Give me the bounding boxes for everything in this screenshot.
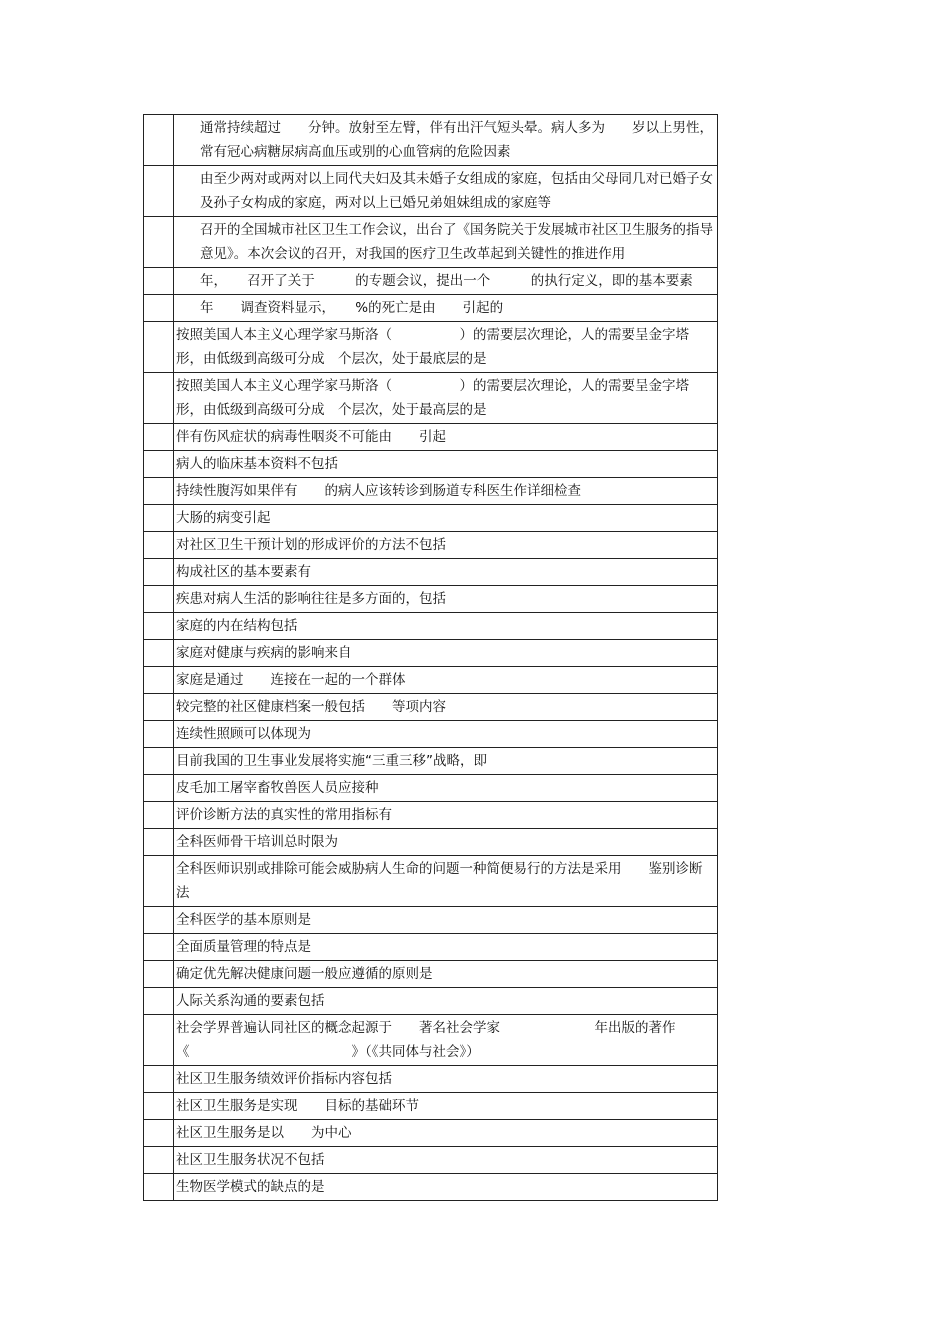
row-number-cell — [144, 1174, 174, 1201]
row-number-cell — [144, 694, 174, 721]
row-number-cell — [144, 322, 174, 373]
question-row — [144, 907, 718, 934]
question-row — [144, 988, 718, 1015]
question-table-body — [144, 115, 718, 1201]
question-text: 年 调查资料显示， %的死亡是由 引起的 — [174, 295, 718, 322]
question-row — [144, 424, 718, 451]
question-row — [144, 1066, 718, 1093]
question-row — [144, 586, 718, 613]
row-number-cell — [144, 934, 174, 961]
row-number-cell — [144, 988, 174, 1015]
question-text: 家庭的内在结构包括 — [174, 613, 718, 640]
row-number-cell — [144, 775, 174, 802]
question-text: 目前我国的卫生事业发展将实施“三重三移”战略，即 — [174, 748, 718, 775]
row-number-cell — [144, 559, 174, 586]
row-number-cell — [144, 115, 174, 166]
question-text: 社区卫生服务是以 为中心 — [174, 1120, 718, 1147]
row-number-cell — [144, 373, 174, 424]
row-number-cell — [144, 1093, 174, 1120]
question-row — [144, 559, 718, 586]
question-text: 全科医师骨干培训总时限为 — [174, 829, 718, 856]
row-number-cell — [144, 505, 174, 532]
row-number-cell — [144, 640, 174, 667]
question-text: 家庭是通过 连接在一起的一个群体 — [174, 667, 718, 694]
question-row — [144, 667, 718, 694]
question-text: 连续性照顾可以体现为 — [174, 721, 718, 748]
row-number-cell — [144, 856, 174, 907]
row-number-cell — [144, 424, 174, 451]
question-text: 社区卫生服务是实现 目标的基础环节 — [174, 1093, 718, 1120]
question-row — [144, 961, 718, 988]
question-text: 构成社区的基本要素有 — [174, 559, 718, 586]
question-row — [144, 829, 718, 856]
row-number-cell — [144, 961, 174, 988]
question-row — [144, 1093, 718, 1120]
question-row — [144, 505, 718, 532]
row-number-cell — [144, 532, 174, 559]
row-number-cell — [144, 907, 174, 934]
question-text: 通常持续超过 分钟。放射至左臂，伴有出汗气短头晕。病人多为 岁以上男性，常有冠心病糖尿病高血压或别的心血管病的危险因素 — [174, 115, 718, 166]
question-row — [144, 613, 718, 640]
question-row — [144, 775, 718, 802]
question-text: 社区卫生服务绩效评价指标内容包括 — [174, 1066, 718, 1093]
question-row — [144, 268, 718, 295]
question-text: 按照美国人本主义心理学家马斯洛（ ）的需要层次理论，人的需要呈金字塔形，由低级到高级可分成 个层次，处于最高层的是 — [174, 373, 718, 424]
question-row — [144, 694, 718, 721]
row-number-cell — [144, 721, 174, 748]
row-number-cell — [144, 1015, 174, 1066]
question-text: 全科医师识别或排除可能会威胁病人生命的问题一种简便易行的方法是采用 鉴别诊断法 — [174, 856, 718, 907]
question-row — [144, 1174, 718, 1201]
question-text: 疾患对病人生活的影响往往是多方面的，包括 — [174, 586, 718, 613]
question-text: 全科医学的基本原则是 — [174, 907, 718, 934]
question-row — [144, 373, 718, 424]
question-text: 家庭对健康与疾病的影响来自 — [174, 640, 718, 667]
row-number-cell — [144, 217, 174, 268]
question-row — [144, 721, 718, 748]
question-text: 全面质量管理的特点是 — [174, 934, 718, 961]
question-text: 大肠的病变引起 — [174, 505, 718, 532]
question-row — [144, 1120, 718, 1147]
question-row — [144, 748, 718, 775]
question-row — [144, 322, 718, 373]
question-row — [144, 217, 718, 268]
question-text: 皮毛加工屠宰畜牧兽医人员应接种 — [174, 775, 718, 802]
row-number-cell — [144, 586, 174, 613]
row-number-cell — [144, 667, 174, 694]
question-row — [144, 451, 718, 478]
row-number-cell — [144, 1120, 174, 1147]
question-text: 按照美国人本主义心理学家马斯洛（ ）的需要层次理论，人的需要呈金字塔形，由低级到高级可分成 个层次，处于最底层的是 — [174, 322, 718, 373]
question-row — [144, 1015, 718, 1066]
row-number-cell — [144, 829, 174, 856]
question-text: 伴有伤风症状的病毒性咽炎不可能由 引起 — [174, 424, 718, 451]
row-number-cell — [144, 748, 174, 775]
question-row — [144, 478, 718, 505]
question-row — [144, 166, 718, 217]
question-table — [143, 114, 718, 1201]
question-row — [144, 295, 718, 322]
question-row — [144, 934, 718, 961]
question-text: 评价诊断方法的真实性的常用指标有 — [174, 802, 718, 829]
question-text: 社区卫生服务状况不包括 — [174, 1147, 718, 1174]
row-number-cell — [144, 1066, 174, 1093]
question-text: 召开的全国城市社区卫生工作会议，出台了《国务院关于发展城市社区卫生服务的指导意见》。本次会议的召开，对我国的医疗卫生改革起到关键性的推进作用 — [174, 217, 718, 268]
row-number-cell — [144, 1147, 174, 1174]
question-text: 社会学界普遍认同社区的概念起源于 著名社会学家 年出版的著作《 》（《共同体与社会》） — [174, 1015, 718, 1066]
question-text: 生物医学模式的缺点的是 — [174, 1174, 718, 1201]
question-row — [144, 532, 718, 559]
row-number-cell — [144, 268, 174, 295]
question-row — [144, 856, 718, 907]
row-number-cell — [144, 613, 174, 640]
row-number-cell — [144, 295, 174, 322]
row-number-cell — [144, 478, 174, 505]
question-row — [144, 802, 718, 829]
question-row — [144, 1147, 718, 1174]
question-text: 持续性腹泻如果伴有 的病人应该转诊到肠道专科医生作详细检查 — [174, 478, 718, 505]
question-text: 较完整的社区健康档案一般包括 等项内容 — [174, 694, 718, 721]
row-number-cell — [144, 451, 174, 478]
question-text: 对社区卫生干预计划的形成评价的方法不包括 — [174, 532, 718, 559]
question-text: 由至少两对或两对以上同代夫妇及其未婚子女组成的家庭，包括由父母同几对已婚子女及孙子女构成的家庭，两对以上已婚兄弟姐妹组成的家庭等 — [174, 166, 718, 217]
row-number-cell — [144, 802, 174, 829]
question-sheet — [143, 114, 718, 1201]
question-text: 确定优先解决健康问题一般应遵循的原则是 — [174, 961, 718, 988]
question-row — [144, 640, 718, 667]
row-number-cell — [144, 166, 174, 217]
question-row — [144, 115, 718, 166]
question-text: 年， 召开了关于 的专题会议，提出一个 的执行定义，即的基本要素 — [174, 268, 718, 295]
question-text: 病人的临床基本资料不包括 — [174, 451, 718, 478]
question-text: 人际关系沟通的要素包括 — [174, 988, 718, 1015]
